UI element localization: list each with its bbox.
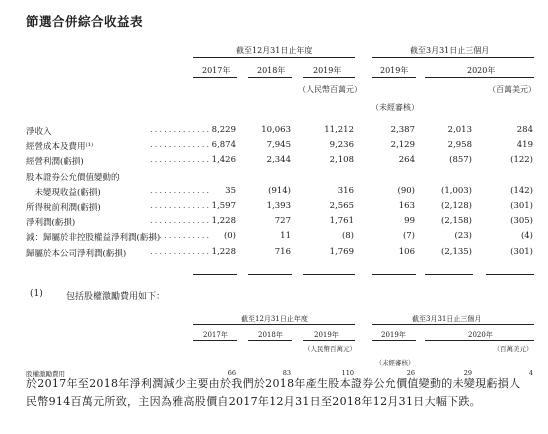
row-label: 經營成本及費用⁽¹⁾ (26, 142, 94, 153)
table-cell: 83 (282, 369, 291, 377)
table-cell: 26 (406, 369, 415, 377)
group-header-quarter: 截至3月31日止三個月 (412, 315, 482, 323)
table-cell: 10,063 (261, 125, 291, 135)
row-label: 經營利潤(虧損) (26, 157, 84, 168)
row-label: 減：歸屬於非控股權益淨利潤(虧損) (26, 233, 161, 244)
unaudited-label: （未經審核） (375, 359, 415, 367)
column-rule (372, 77, 416, 78)
leader-dots: ............. (150, 246, 212, 257)
row-label: 股權激勵費用 (26, 370, 65, 378)
table-cell: 264 (398, 155, 415, 166)
group-rule-annual (193, 324, 355, 325)
table-cell: 99 (404, 216, 415, 227)
total-rule (425, 274, 473, 275)
table-cell: 29 (463, 369, 472, 377)
table-cell: 419 (516, 140, 533, 151)
table-cell: 1,597 (211, 201, 236, 211)
table-cell: 1,769 (329, 246, 354, 257)
year-header: 2019年 (314, 331, 339, 339)
table-cell: (2,135) (441, 246, 472, 257)
table-cell: 2,565 (329, 201, 354, 211)
table-cell: 284 (516, 125, 533, 135)
column-rule (193, 340, 237, 341)
table-cell: (122) (510, 155, 533, 166)
leader-dots: ............. (150, 125, 212, 135)
table-cell: 2,344 (266, 155, 291, 166)
table-cell: (23) (454, 231, 472, 242)
table-cell: (2,128) (441, 201, 472, 211)
table-cell: 1,426 (211, 155, 236, 166)
total-rule (248, 274, 292, 275)
row-label: 股本證券公允價值變動的 (26, 172, 120, 183)
year-header: 2020年 (467, 66, 496, 75)
group-rule-quarter (372, 57, 534, 58)
leader-dots: ............. (150, 201, 212, 211)
table-cell: 6,874 (211, 140, 236, 151)
column-rule (193, 77, 237, 78)
column-rule (425, 340, 534, 341)
year-header: 2020年 (468, 331, 493, 339)
table-cell: 1,228 (211, 246, 236, 257)
table-cell: 2,013 (447, 125, 472, 135)
leader-dots: ............. (150, 155, 212, 166)
table-cell: (301) (510, 201, 533, 211)
table-cell: 1,761 (329, 216, 354, 227)
table-cell: (1,003) (441, 185, 472, 196)
table-cell: 11 (280, 231, 291, 242)
table-cell: (301) (510, 246, 533, 257)
table-cell: 2,958 (447, 140, 472, 151)
table-cell: 4 (528, 369, 533, 377)
table-cell: 2,108 (329, 155, 354, 166)
table-cell: (857) (449, 155, 472, 166)
row-label: 淨利潤(虧損) (26, 218, 76, 229)
table-cell: 1,228 (211, 216, 236, 227)
table-cell: 106 (398, 246, 415, 257)
year-header: 2019年 (313, 66, 342, 75)
row-label: 歸屬於本公司淨利潤(虧損) (26, 248, 127, 259)
explanatory-paragraph: 於2017年至2018年淨利潤減少主要由於我們於2018年產生股本證券公允價值變動的未變現虧損人民幣914百萬元所致，主因為雅高股價自2017年12月31日至2018年12月31日大幅下跌。 (26, 377, 521, 408)
unit-label-rmb: （人民幣百萬元） (298, 85, 362, 94)
table-cell: 2,387 (390, 125, 415, 135)
unaudited-label: （未經審核） (371, 103, 419, 112)
column-rule (372, 340, 416, 341)
group-header-annual: 截至12月31日止年度 (236, 46, 313, 55)
table-cell: 716 (274, 246, 291, 257)
column-rule (425, 77, 534, 78)
table-cell: 163 (398, 201, 415, 211)
row-label: 淨收入 (26, 127, 52, 137)
column-rule (248, 77, 292, 78)
table-cell: (142) (510, 185, 533, 196)
row-label: 未變現收益(虧損) (26, 187, 101, 198)
year-header: 2018年 (258, 331, 283, 339)
unit-label-rmb: （人民幣百萬元） (304, 345, 356, 353)
year-header: 2017年 (202, 66, 231, 75)
table-cell: 8,229 (211, 125, 236, 135)
column-rule (303, 340, 355, 341)
footnote-text: 包括股權激勵費用如下： (66, 292, 166, 302)
table-cell: 11,212 (324, 125, 354, 135)
table-cell: (305) (510, 216, 533, 227)
group-rule-quarter (372, 324, 534, 325)
table-cell: 1,393 (266, 201, 291, 211)
total-rule (193, 274, 237, 275)
table-cell: (7) (402, 231, 415, 242)
table-cell: (4) (520, 231, 533, 242)
leader-dots: ............. (150, 216, 212, 227)
table-cell: (914) (268, 185, 291, 196)
leader-dots: ............. (150, 185, 212, 196)
total-rule (486, 274, 534, 275)
group-header-quarter: 截至3月31日止三個月 (410, 46, 490, 55)
year-header: 2019年 (380, 66, 409, 75)
table-cell: 35 (225, 185, 236, 196)
year-header: 2018年 (257, 66, 286, 75)
column-rule (303, 77, 355, 78)
table-cell: 316 (337, 185, 354, 196)
table-cell: (2,158) (441, 216, 472, 227)
group-header-annual: 截至12月31日止年度 (241, 315, 308, 323)
group-rule-annual (193, 57, 355, 58)
table-cell: 9,236 (329, 140, 354, 151)
page-title: 節選合併綜合收益表 (26, 14, 144, 29)
unit-label-usd: （百萬美元） (493, 345, 533, 353)
column-rule (248, 340, 292, 341)
row-label: 所得稅前利潤(虧損) (26, 203, 101, 213)
total-rule (303, 274, 355, 275)
table-cell: 727 (274, 216, 291, 227)
total-rule (372, 274, 416, 275)
unit-label-usd: （百萬美元） (488, 85, 536, 94)
table-cell: 66 (227, 369, 236, 377)
table-cell: 7,945 (266, 140, 291, 151)
leader-dots: ............. (150, 231, 212, 242)
footnote-marker: (1) (30, 289, 43, 299)
leader-dots: ............. (150, 140, 212, 151)
table-cell: (0) (223, 231, 236, 242)
table-cell: 2,129 (390, 140, 415, 151)
year-header: 2017年 (203, 331, 228, 339)
table-cell: 110 (341, 369, 354, 377)
table-cell: (8) (341, 231, 354, 242)
table-cell: (90) (397, 185, 415, 196)
year-header: 2019年 (381, 331, 406, 339)
